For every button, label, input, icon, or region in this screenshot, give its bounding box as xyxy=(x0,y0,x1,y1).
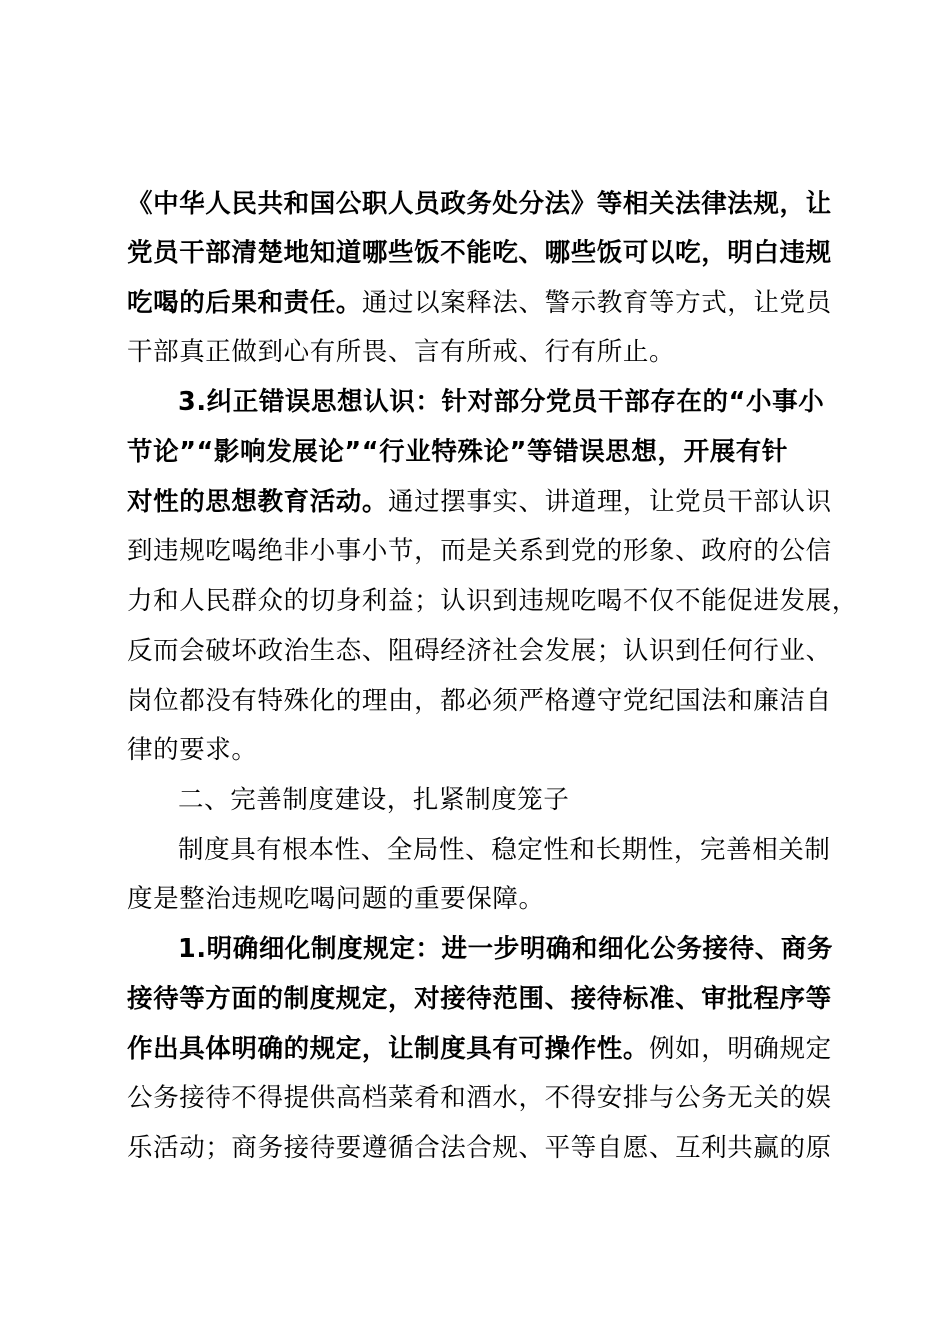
bold-text: 对性的思想教育活动。 xyxy=(127,487,389,517)
paragraph-start-line xyxy=(178,832,831,868)
body-text: 岗位都没有特殊化的理由，都必须严格遵守党纪国法和廉洁自 xyxy=(127,686,832,716)
text-line xyxy=(127,434,788,470)
text-line xyxy=(127,633,832,669)
bold-text: 3.纠正错误思想认识：针对部分党员干部存在的“小事小 xyxy=(178,387,825,417)
text-line xyxy=(127,334,675,370)
body-text: 例如，明确规定 xyxy=(649,1034,832,1064)
body-text: 通过摆事实、讲道理，让党员干部认识 xyxy=(388,487,832,517)
text-line xyxy=(127,285,832,321)
body-text: 律的要求。 xyxy=(127,735,258,765)
subsection-heading-line xyxy=(178,931,833,967)
text-line xyxy=(127,683,832,719)
bold-text: 《中华人民共和国公职人员政务处分法》等相关法律法规，让 xyxy=(127,189,832,219)
text-line xyxy=(127,186,832,222)
body-text: 公务接待不得提供高档菜肴和酒水，不得安排与公务无关的娱 xyxy=(127,1083,832,1113)
body-text: 通过以案释法、警示教育等方式，让党员 xyxy=(361,288,832,318)
section-heading xyxy=(178,782,570,818)
bold-text: 1.明确细化制度规定：进一步明确和细化公务接待、商务 xyxy=(178,934,834,964)
text-line xyxy=(127,484,832,520)
body-text: 度是整治违规吃喝问题的重要保障。 xyxy=(127,884,545,914)
text-line xyxy=(127,881,545,917)
body-text: 乐活动；商务接待要遵循合法合规、平等自愿、互利共赢的原 xyxy=(127,1133,832,1163)
text-line xyxy=(127,732,258,768)
text-line xyxy=(127,1130,832,1166)
text-line xyxy=(127,981,832,1017)
text-line xyxy=(127,235,832,271)
bold-text: 接待等方面的制度规定，对接待范围、接待标准、审批程序等 xyxy=(127,984,832,1014)
subsection-heading-line xyxy=(178,384,824,420)
bold-text: 作出具体明确的规定，让制度具有可操作性。 xyxy=(127,1034,650,1064)
body-text: 力和人民群众的切身利益；认识到违规吃喝不仅不能促进发展， xyxy=(127,586,858,616)
text-line xyxy=(127,583,858,619)
bold-text: 吃喝的后果和责任。 xyxy=(127,288,362,318)
bold-text: 党员干部清楚地知道哪些饭不能吃、哪些饭可以吃，明白违规 xyxy=(127,238,832,268)
text-line xyxy=(127,533,832,569)
body-text: 反而会破坏政治生态、阻碍经济社会发展；认识到任何行业、 xyxy=(127,636,832,666)
body-text: 制度具有根本性、全局性、稳定性和长期性，完善相关制 xyxy=(178,835,831,865)
bold-text: 节论”“影响发展论”“行业特殊论”等错误思想，开展有针 xyxy=(127,437,788,467)
body-text: 到违规吃喝绝非小事小节，而是关系到党的形象、政府的公信 xyxy=(127,536,832,566)
body-text: 二、完善制度建设，扎紧制度笼子 xyxy=(178,785,570,815)
text-line xyxy=(127,1031,832,1067)
body-text: 干部真正做到心有所畏、言有所戒、行有所止。 xyxy=(127,337,676,367)
text-line xyxy=(127,1080,832,1116)
